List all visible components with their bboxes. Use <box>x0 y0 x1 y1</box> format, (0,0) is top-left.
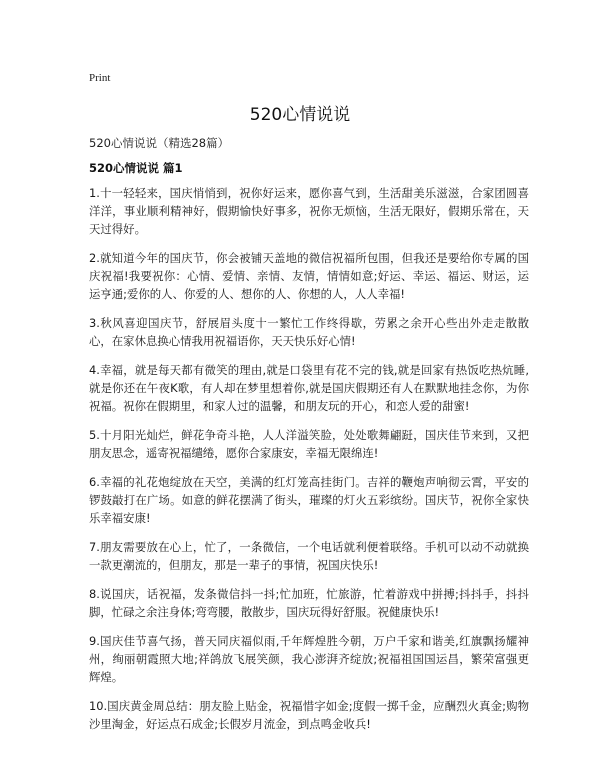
paragraph-item: 5.十月阳光灿烂，鲜花争奇斗艳，人人洋溢笑脸，处处歌舞翩跹，国庆佳节来到，又把朋友思念，遥寄祝福缱绻，愿你合家康安，幸福无限绵连! <box>89 428 529 460</box>
paragraph-item: 3.秋风喜迎国庆节，舒展眉头度十一繁忙工作终得歇，劳累之余开心些出外走走散散心，在家休息换心情我用祝福语你，天天快乐好心情! <box>89 316 529 348</box>
paragraph-list <box>89 184 529 744</box>
document-subtitle: 520心情说说（精选28篇） <box>89 136 230 150</box>
paragraph-item: 2.就知道今年的国庆节，你会被铺天盖地的微信祝福所包围，但我还是要给你专属的国庆祝福!我要祝你：心情、爱情、亲情、友情，情情如意;好运、幸运、福运、财运，运运亨通;爱你的人、你爱的人、想你的人、你想的人，人人幸福! <box>89 251 529 301</box>
paragraph-item: 4.幸福，就是每天都有微笑的理由,就是口袋里有花不完的钱,就是回家有热饭吃热炕睡,就是你还在午夜K歌，有人却在梦里想着你,就是国庆假期还有人在默默地挂念你，为你祝福。祝你在假期里，和家人过的温馨，和朋友玩的开心，和恋人爱的甜蜜! <box>89 363 529 413</box>
print-link[interactable]: Print <box>89 72 111 84</box>
paragraph-item: 7.朋友需要放在心上，忙了，一条微信，一个电话就利便着联络。手机可以动不动就换一款更潮流的，但朋友，那是一辈子的事情，祝国庆快乐! <box>89 540 529 572</box>
page-title: 520心情说说 <box>249 105 351 125</box>
section-heading: 520心情说说 篇1 <box>89 161 183 175</box>
paragraph-item: 6.幸福的礼花炮绽放在天空，美满的红灯笼高挂街门。吉祥的鞭炮声响彻云霄，平安的锣鼓敲打在广场。如意的鲜花摆满了街头，璀璨的灯火五彩缤纷。国庆节，祝你全家快乐幸福安康! <box>89 475 529 525</box>
paragraph-item: 10.国庆黄金周总结：朋友脸上贴金，祝福惜字如金;度假一掷千金，应酬烈火真金;购物沙里淘金，好运点石成金;长假岁月流金，到点鸣金收兵! <box>89 699 529 731</box>
paragraph-item: 9.国庆佳节喜气扬，普天同庆福似雨,千年辉煌胜今朝，万户千家和谐美,红旗飘扬耀神州，绚丽朝霞照大地;祥鸽放飞展笑颜，我心澎湃齐绽放;祝福祖国国运昌，繁荣富强更辉煌。 <box>89 634 529 684</box>
paragraph-item: 8.说国庆，话祝福，发条微信抖一抖;忙加班，忙旅游，忙着游戏中拼搏;抖抖手，抖抖脚，忙碌之余注身体;弯弯腰，散散步，国庆玩得好舒服。祝健康快乐! <box>89 587 529 619</box>
paragraph-item: 1.十一轻轻来，国庆悄悄到，祝你好运来，愿你喜气到，生活甜美乐滋滋，合家团圆喜洋洋，事业顺利精神好，假期愉快好事多，祝你无烦恼，生活无限好，假期乐常在，天天过得好。 <box>89 186 529 236</box>
